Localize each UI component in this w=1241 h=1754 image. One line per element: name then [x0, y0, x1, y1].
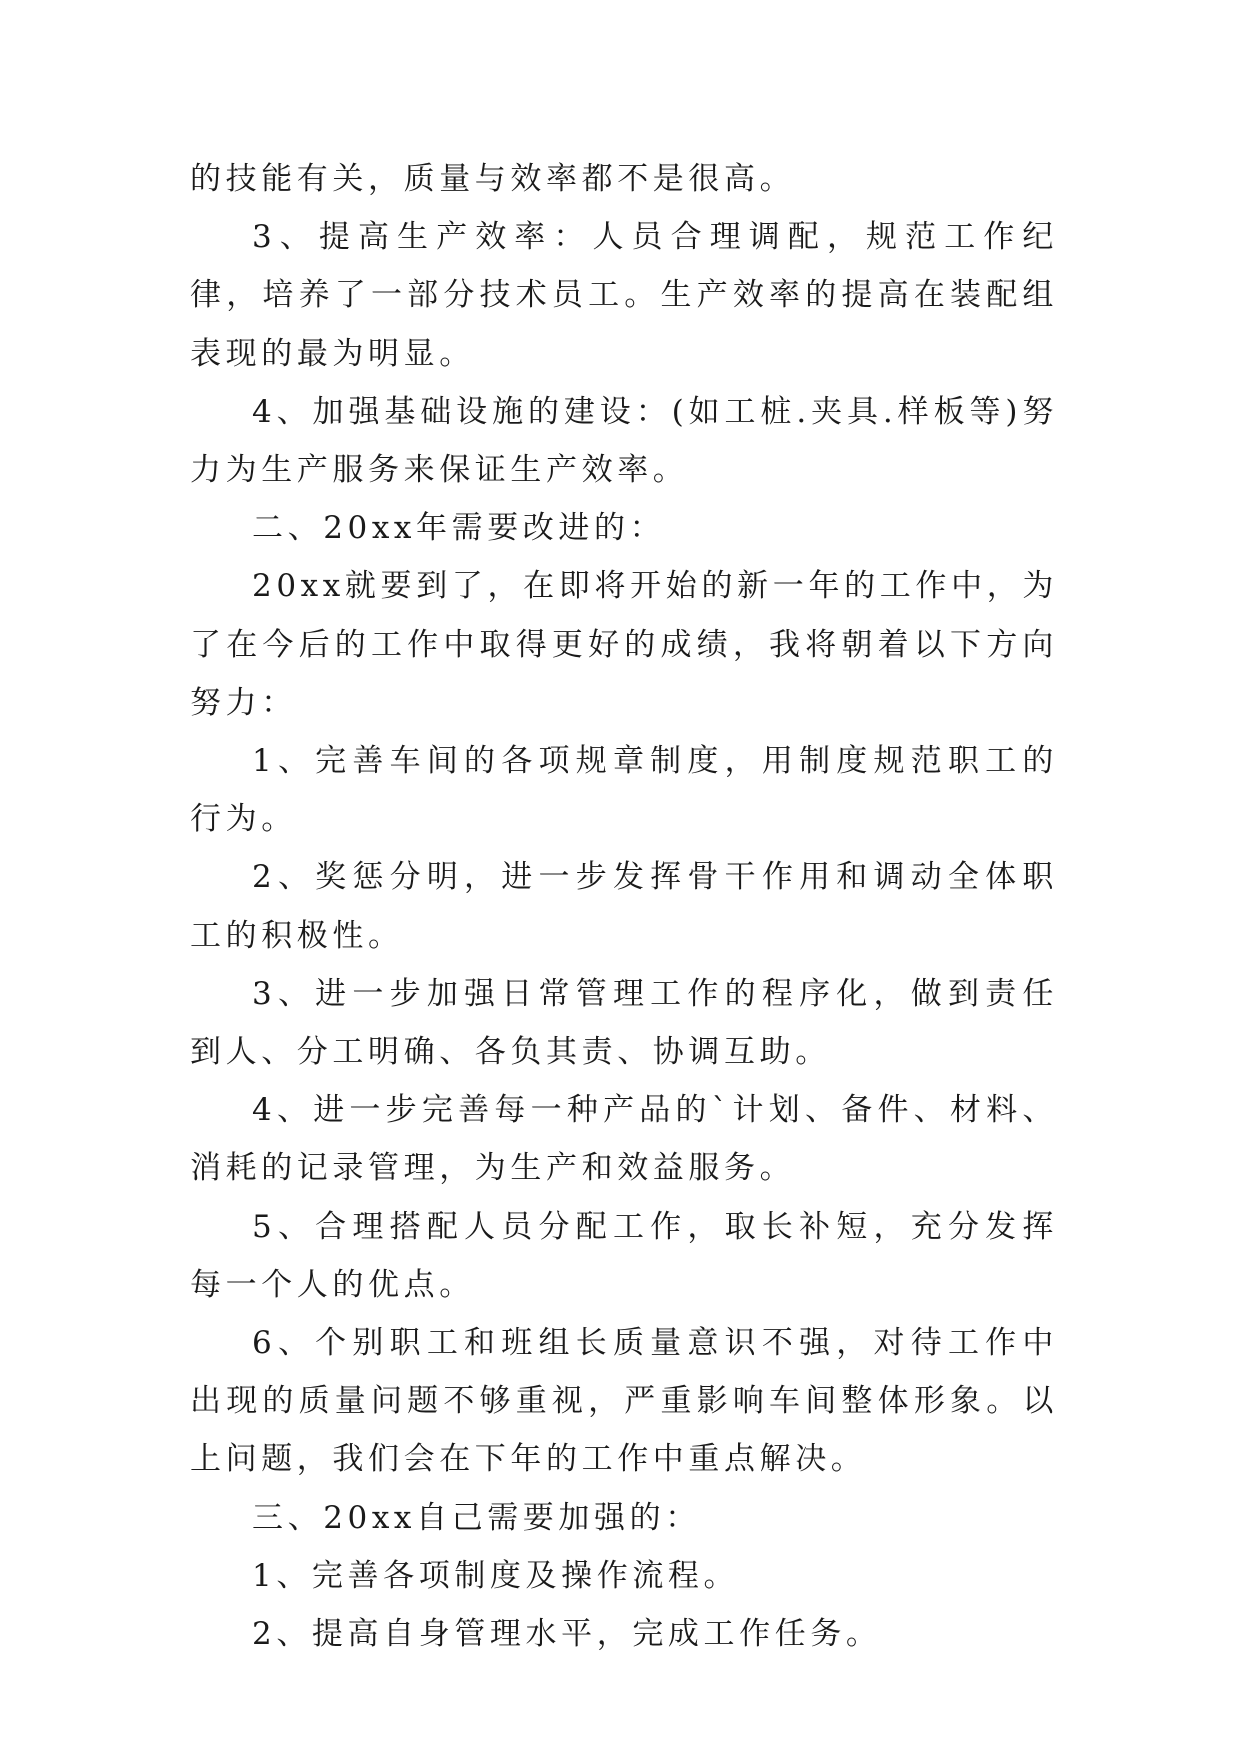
paragraph-self-2: 2、提高自身管理水平，完成工作任务。 — [252, 1616, 882, 1653]
paragraph-item-3-efficiency: 3、提高生产效率：人员合理调配，规范工作纪律，培养了一部分技术员工。生产效率的提高在装配组表现的最为明显。 — [190, 219, 1058, 372]
paragraph-plan-1: 1、完善车间的各项规章制度，用制度规范职工的行为。 — [190, 743, 1058, 838]
paragraph-plan-3: 3、进一步加强日常管理工作的程序化，做到责任到人、分工明确、各负其责、协调互助。 — [190, 975, 1058, 1071]
paragraph-plan-4: 4、进一步完善每一种产品的`计划、备件、材料、消耗的记录管理，为生产和效益服务。 — [190, 1092, 1058, 1187]
section-heading-3: 三、20xx自己需要加强的： — [252, 1499, 701, 1536]
document-body — [190, 150, 1058, 1663]
paragraph-continuation: 的技能有关，质量与效率都不是很高。 — [190, 161, 796, 197]
paragraph-intro: 20xx就要到了，在即将开始的新一年的工作中，为了在今后的工作中取得更好的成绩，我将朝着以下方向努力： — [190, 568, 1058, 721]
paragraph-plan-5: 5、合理搭配人员分配工作，取长补短，充分发挥每一个人的优点。 — [190, 1208, 1058, 1303]
paragraph-plan-6: 6、个别职工和班组长质量意识不强，对待工作中出现的质量问题不够重视，严重影响车间整体形象。以上问题，我们会在下年的工作中重点解决。 — [190, 1325, 1058, 1478]
paragraph-self-1: 1、完善各项制度及操作流程。 — [252, 1557, 740, 1594]
section-heading-2: 二、20xx年需要改进的： — [252, 510, 666, 547]
paragraph-plan-2: 2、奖惩分明，进一步发挥骨干作用和调动全体职工的积极性。 — [190, 859, 1058, 954]
paragraph-item-4-infrastructure: 4、加强基础设施的建设：(如工桩.夹具.样板等)努力为生产服务来保证生产效率。 — [190, 393, 1058, 489]
